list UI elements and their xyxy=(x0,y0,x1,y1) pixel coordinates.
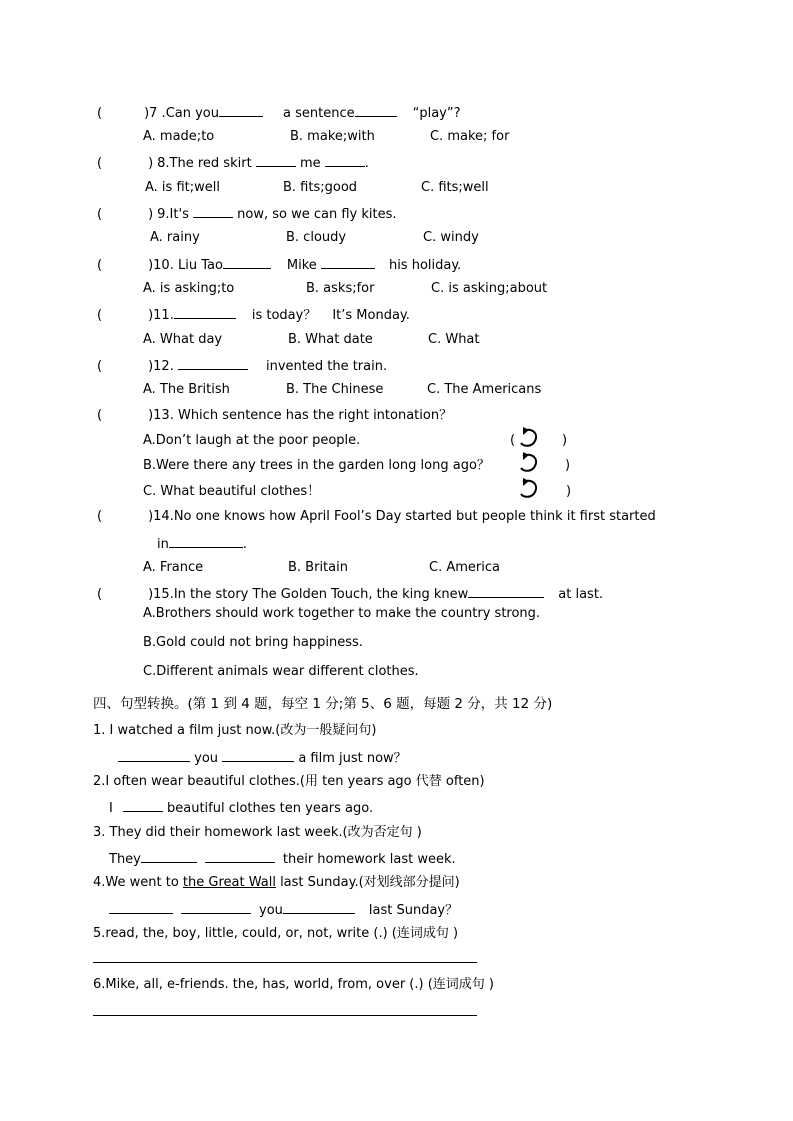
q9-option-a[interactable]: A. rainy xyxy=(150,230,200,245)
s4-item4-answer: you last Sunday？ xyxy=(109,901,458,919)
q15-option-b[interactable]: B.Gold could not bring happiness. xyxy=(143,635,363,650)
blank[interactable] xyxy=(123,799,163,812)
blank[interactable] xyxy=(355,104,397,117)
q7-stem-a: 7 .Can you xyxy=(149,106,219,121)
q9-line: ( ) 9.It's now, so we can fly kites. xyxy=(97,207,397,222)
q13-icon-close-a: ) xyxy=(562,433,568,448)
q11-line: ( )11. is today？ It’s Monday. xyxy=(97,308,410,323)
blank[interactable] xyxy=(219,104,263,117)
q13-option-c[interactable]: C. What beautiful clothes！ xyxy=(143,484,321,499)
blank[interactable] xyxy=(321,256,375,269)
blank[interactable] xyxy=(468,585,544,598)
q8-option-b[interactable]: B. fits;good xyxy=(283,180,358,195)
q12-option-a[interactable]: A. The British xyxy=(143,382,230,397)
s4-item1-prompt: 1. I watched a film just now.(改为一般疑问句) xyxy=(93,723,377,738)
q11-option-b[interactable]: B. What date xyxy=(288,332,373,347)
q7-stem-b: a sentence xyxy=(283,106,355,121)
blank[interactable] xyxy=(141,850,197,863)
q15-line: ( )15.In the story The Golden Touch, the king knew at last. xyxy=(97,587,604,602)
q8-option-a[interactable]: A. is fit;well xyxy=(145,180,220,195)
q7-stem-c: “play”? xyxy=(412,106,461,121)
q8-option-c[interactable]: C. fits;well xyxy=(421,180,489,195)
blank[interactable] xyxy=(109,901,173,914)
q9-option-b[interactable]: B. cloudy xyxy=(286,230,347,245)
q12-option-b[interactable]: B. The Chinese xyxy=(286,382,384,397)
s4-item4-prompt: 4.We went to the Great Wall last Sunday.(对划线部分提问) xyxy=(93,875,460,890)
s4-item2-prompt: 2.I often wear beautiful clothes.(用 ten years ago 代替 often) xyxy=(93,774,485,789)
falling-intonation-icon xyxy=(515,476,543,502)
blank[interactable] xyxy=(223,256,271,269)
q14-option-b[interactable]: B. Britain xyxy=(288,560,348,575)
q10-option-a[interactable]: A. is asking;to xyxy=(143,281,235,296)
q10-option-c[interactable]: C. is asking;about xyxy=(431,281,548,296)
s4-item2-answer: I beautiful clothes ten years ago. xyxy=(109,801,374,816)
blank[interactable] xyxy=(325,154,365,167)
q7-option-a[interactable]: A. made;to xyxy=(143,129,215,144)
q13-line: ( )13. Which sentence has the right intonation？ xyxy=(97,408,453,423)
q14-line-cont: in . xyxy=(157,537,247,552)
s4-item5-answer-line[interactable] xyxy=(93,962,477,963)
s4-item5-prompt: 5.read, the, boy, little, could, or, not, write (.) (连词成句 ) xyxy=(93,926,459,941)
s4-item3-prompt: 3. They did their homework last week.(改为否定句 ) xyxy=(93,825,422,840)
blank[interactable] xyxy=(256,154,296,167)
blank[interactable] xyxy=(169,535,243,548)
q14-option-a[interactable]: A. France xyxy=(143,560,204,575)
q12-line: ( )12. invented the train. xyxy=(97,359,388,374)
q15-option-c[interactable]: C.Different animals wear different clothes. xyxy=(143,664,419,679)
blank[interactable] xyxy=(118,749,190,762)
q13-icon-close-c: ) xyxy=(566,484,572,499)
q13-icon-open-a: ( xyxy=(510,433,516,448)
section4-heading: 四、句型转换。(第 1 到 4 题，每空 1 分;第 5、6 题，每题 2 分，共 12 分) xyxy=(93,696,553,712)
s4-item6-prompt: 6.Mike, all, e-friends. the, has, world, from, over (.) (连词成句 ) xyxy=(93,977,494,992)
answer-paren-open: ( xyxy=(97,106,103,121)
q13-option-b[interactable]: B.Were there any trees in the garden long long ago？ xyxy=(143,458,490,473)
q9-option-c[interactable]: C. windy xyxy=(423,230,479,245)
s4-item6-answer-line[interactable] xyxy=(93,1015,477,1016)
blank[interactable] xyxy=(174,306,236,319)
q7-option-b[interactable]: B. make;with xyxy=(290,129,375,144)
s4-item3-answer: They their homework last week. xyxy=(109,852,456,867)
q10-line: ( )10. Liu Tao Mike his holiday. xyxy=(97,258,462,273)
q15-option-a[interactable]: A.Brothers should work together to make the country strong. xyxy=(143,606,541,621)
blank[interactable] xyxy=(222,749,294,762)
q12-option-c[interactable]: C. The Americans xyxy=(427,382,542,397)
rising-intonation-icon xyxy=(515,425,543,451)
q10-option-b[interactable]: B. asks;for xyxy=(306,281,375,296)
blank[interactable] xyxy=(193,205,233,218)
q11-option-a[interactable]: A. What day xyxy=(143,332,223,347)
s4-item1-answer: you a film just now？ xyxy=(118,749,407,767)
q11-option-c[interactable]: C. What xyxy=(428,332,480,347)
q14-line: ( )14.No one knows how April Fool’s Day started but people think it first started xyxy=(97,509,656,524)
q14-option-c[interactable]: C. America xyxy=(429,560,500,575)
rising-intonation-icon xyxy=(515,450,543,476)
blank[interactable] xyxy=(178,357,248,370)
blank[interactable] xyxy=(283,901,355,914)
q7-line: ( )7 .Can you a sentence “play”? xyxy=(97,106,461,121)
q7-option-c[interactable]: C. make; for xyxy=(430,129,510,144)
blank[interactable] xyxy=(205,850,275,863)
q13-option-a[interactable]: A.Don’t laugh at the poor people. xyxy=(143,433,361,448)
blank[interactable] xyxy=(181,901,251,914)
q8-line: ( ) 8.The red skirt me . xyxy=(97,156,369,171)
q13-icon-close-b: ) xyxy=(565,458,571,473)
